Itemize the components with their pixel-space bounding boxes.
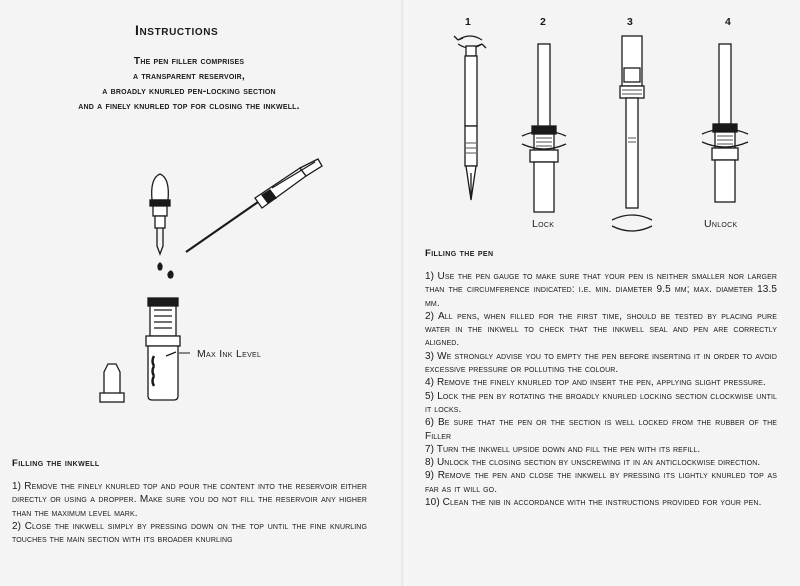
intro-text [0, 54, 378, 114]
fig2-pen-icon [522, 44, 566, 212]
inkwell-step: 2) Close the inkwell simply by pressing down on the top until the fine knurling touches the main section with its broader knurling [12, 520, 367, 546]
inkwell-heading: Filling the inkwell [12, 458, 100, 469]
intro-line: a broadly knurled pen-locking section [102, 85, 276, 97]
pen-step: 3) We strongly advise you to empty the pen before inserting it in order to avoid excessive pressure or polluting the colour. [425, 350, 777, 376]
unlock-label: Unlock [704, 218, 738, 230]
intro-line: The pen filler comprises [133, 55, 245, 67]
pen-step: 2) All pens, when filled for the first time, should be tested by placing pure water in the inkwell to check that the inkwell seal and pen are correctly aligned. [425, 310, 777, 349]
fig1-pen-icon [454, 36, 486, 200]
figure-number: 4 [725, 16, 732, 28]
inkwell-icon [100, 298, 190, 402]
fig4-pen-icon [702, 44, 748, 202]
figure-number: 1 [465, 16, 472, 28]
pen-step: 5) Lock the pen by rotating the broadly knurled locking section clockwise until it locks. [425, 390, 777, 415]
inkwell-steps [12, 480, 367, 546]
pen-steps [425, 270, 777, 509]
rotate-arrow-icon [612, 215, 652, 220]
page-title: Instructions [135, 22, 219, 38]
pen-heading: Filling the pen [425, 248, 494, 259]
right-panel [400, 0, 800, 586]
fig3-inkwell-icon [612, 36, 652, 231]
pen-icon [186, 159, 322, 252]
filler-illustration [0, 150, 400, 410]
pen-step: 8) Unlock the closing section by unscrewing it in an anticlockwise direction. [425, 457, 761, 469]
max-ink-level-label: Max Ink Level [197, 348, 262, 360]
pen-step: 7) Turn the inkwell upside down and fill the pen with its refill. [425, 443, 701, 455]
intro-line: a transparent reservoir, [132, 70, 246, 82]
pen-step: 4) Remove the finely knurled top and insert the pen, applying slight pressure. [425, 377, 766, 389]
figure-number: 3 [627, 16, 634, 28]
intro-line: and a finely knurled top for closing the inkwell. [78, 100, 300, 112]
pen-step: 6) Be sure that the pen or the section is well locked from the rubber of the Filler [425, 417, 777, 442]
steps-illustration [400, 28, 800, 248]
lock-label: Lock [532, 218, 555, 230]
pen-step: 10) Clean the nib in accordance with the instructions provided for your pen. [425, 497, 762, 509]
dropper-icon [150, 174, 173, 278]
figure-number: 2 [540, 16, 547, 28]
pen-step: 1) Use the pen gauge to make sure that your pen is neither smaller nor larger than the circumference indicated: i.e. min. diameter 9.5 mm; max. diameter 13.5 mm. [425, 271, 777, 309]
pen-step: 9) Remove the pen and close the inkwell by pressing its lightly knurled top as far as it will go. [425, 470, 777, 495]
inkwell-step: 1) Remove the finely knurled top and pour the content into the reservoir either directly or using a dropper. Make sure you do not fill the reservoir any higher than the maximum level mark. [12, 481, 367, 519]
